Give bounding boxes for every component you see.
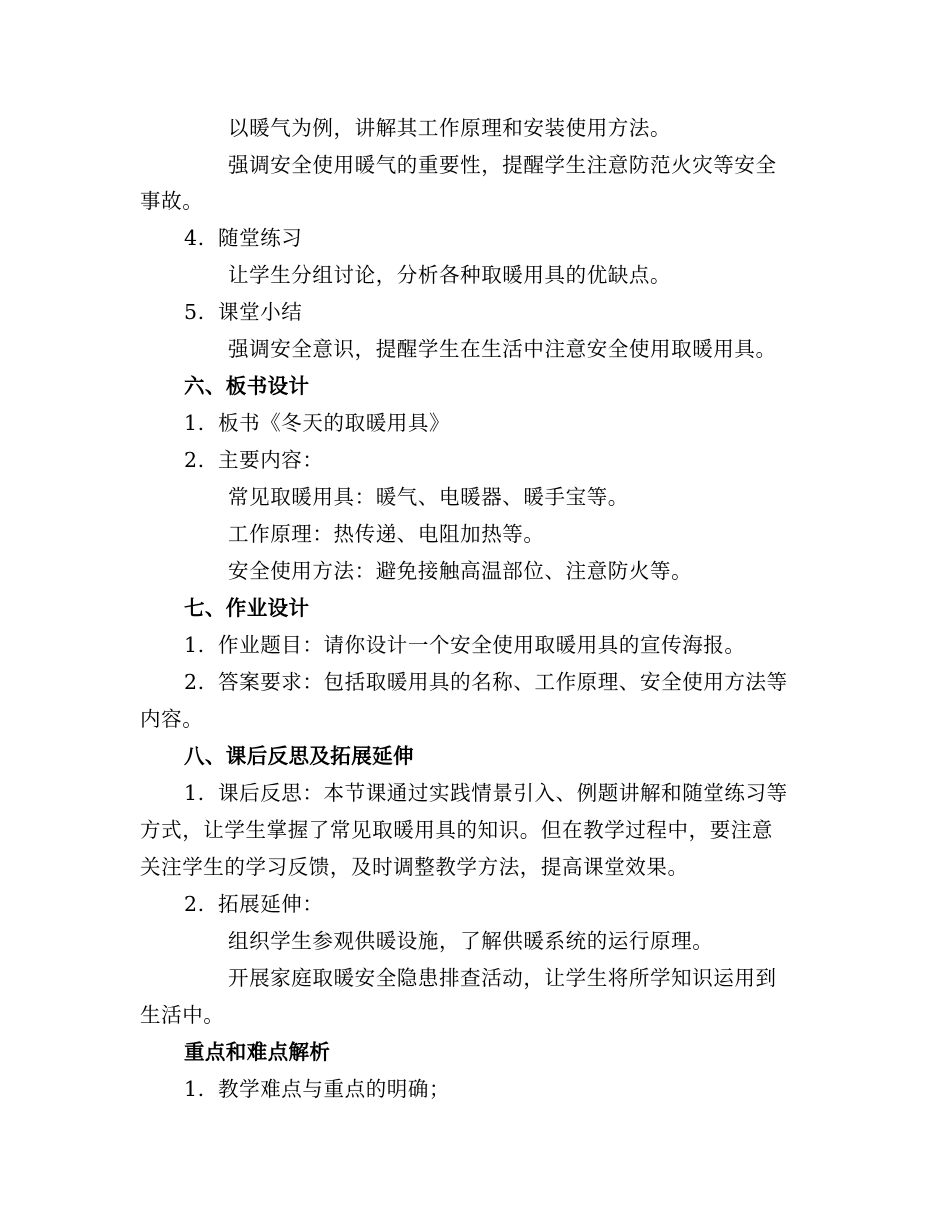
paragraph-line: 事故。	[140, 189, 204, 213]
list-item: 4. 随堂练习	[184, 226, 303, 250]
list-item: 2. 主要内容：	[184, 448, 324, 472]
paragraph-line: 强调安全使用暖气的重要性，提醒学生注意防范火灾等安全	[228, 153, 777, 177]
paragraph-line: 让学生分组讨论，分析各种取暖用具的优缺点。	[228, 263, 672, 287]
section-heading: 七、作业设计	[184, 596, 310, 620]
section-heading: 六、板书设计	[184, 374, 310, 398]
paragraph-line: 强调安全意识，提醒学生在生活中注意安全使用取暖用具。	[228, 337, 777, 361]
section-heading: 重点和难点解析	[184, 1040, 331, 1064]
list-item: 2. 答案要求：包括取暖用具的名称、工作原理、安全使用方法等	[184, 670, 788, 694]
section-heading: 八、课后反思及拓展延伸	[184, 744, 414, 768]
paragraph-line: 内容。	[140, 707, 204, 731]
list-item: 1. 教学难点与重点的明确；	[184, 1077, 451, 1101]
paragraph-line: 方式，让学生掌握了常见取暖用具的知识。但在教学过程中，要注意	[140, 818, 773, 842]
paragraph-line: 以暖气为例，讲解其工作原理和安装使用方法。	[228, 116, 672, 140]
paragraph-line: 工作原理：热传递、电阻加热等。	[228, 522, 545, 546]
paragraph-line: 组织学生参观供暖设施，了解供暖系统的运行原理。	[228, 929, 714, 953]
paragraph-line: 生活中。	[140, 1003, 225, 1027]
list-item: 1. 板书《冬天的取暖用具》	[184, 411, 451, 435]
paragraph-line: 关注学生的学习反馈，及时调整教学方法，提高课堂效果。	[140, 855, 689, 879]
paragraph-line: 安全使用方法：避免接触高温部位、注意防火等。	[228, 559, 693, 583]
paragraph-line: 常见取暖用具：暖气、电暖器、暖手宝等。	[228, 485, 629, 509]
list-item: 1. 课后反思：本节课通过实践情景引入、例题讲解和随堂练习等	[184, 781, 788, 805]
list-item: 1. 作业题目：请你设计一个安全使用取暖用具的宣传海报。	[184, 633, 746, 657]
list-item: 5. 课堂小结	[184, 300, 303, 324]
paragraph-line: 开展家庭取暖安全隐患排查活动，让学生将所学知识运用到	[228, 966, 777, 990]
list-item: 2. 拓展延伸：	[184, 892, 324, 916]
